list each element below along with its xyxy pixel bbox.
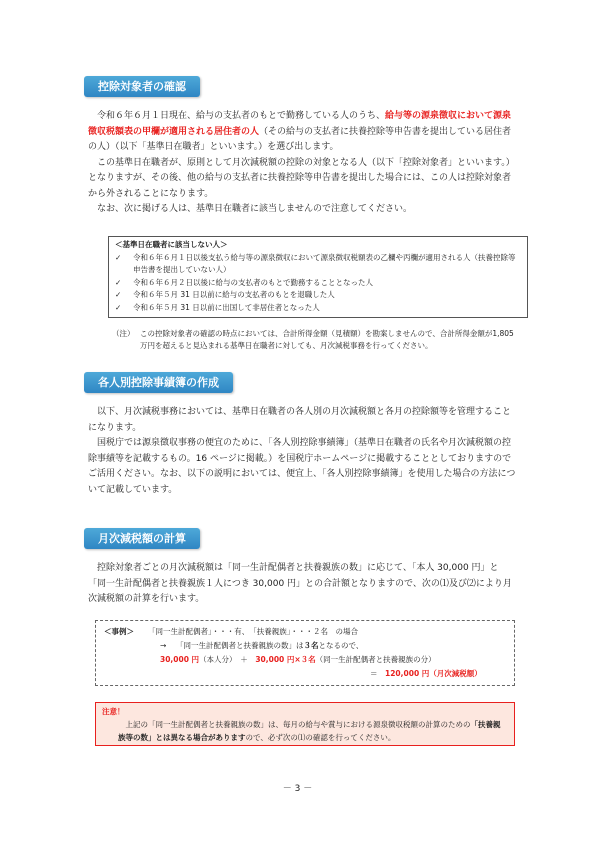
note-text: この控除対象者の確認の時点においては、合計所得金額（見積額）を勘案しませんので、合計所得金額が1,805万円を超えると見込まれる基準日在職者に対しても、月次減税事務を行ってください。	[140, 329, 514, 350]
example-equals: ＝	[370, 669, 378, 678]
example-line-3	[160, 653, 436, 666]
example-label: ＜事例＞	[104, 627, 134, 636]
p1-text-a: 令和６年６月１日現在、給与の支払者のもとで勤務している人のうち、	[97, 111, 386, 121]
p1-text-b: （その給与の支払者に扶養控除等申告書を提出している居住者の人）（以下「基準日在職者」といいます。）を選び出します。	[88, 126, 512, 152]
list-item-text: 令和６年５月 31 日以前に出国して非居住者となった人	[133, 302, 320, 312]
non-eligible-box	[108, 236, 528, 318]
arrow-icon: →	[160, 641, 167, 650]
list-item	[115, 289, 519, 302]
list-item	[115, 277, 519, 290]
section-heading-calculation: 月次減税額の計算	[84, 528, 200, 549]
page-number: － 3 －	[282, 784, 313, 794]
section1-paragraph-1	[88, 109, 516, 156]
section3-paragraph-1: 控除対象者ごとの月次減税額は「同一生計配偶者と扶養親族の数」に応じて、「本人 30,000 円」と「同一生計配偶者と扶養親族１人につき 30,000 円」との合計額となりますので、次の⑴及び⑵により月次減税額の計算を行います。	[88, 563, 512, 604]
caution-text	[118, 718, 506, 744]
check-icon: ✓	[115, 290, 122, 299]
example-total-label: （月次減税額）	[429, 669, 482, 678]
example-line-2-a: 「同一生計配偶者と扶養親族の数」は	[176, 641, 304, 650]
example-line-4	[370, 667, 482, 680]
list-item	[115, 302, 519, 315]
section1-body	[88, 109, 516, 218]
check-icon: ✓	[115, 277, 122, 287]
section2-paragraph-2: 国税庁では源泉徴収事務の便宜のために、「各人別控除事績簿」（基準日在職者の氏名や月次減税額の控除事績等を記載するもの。16 ページに掲載。）を国税庁ホームページに掲載することとしておりますのでご活用ください。なお、以下の説明においては、便宜上、「各人別控除事績簿」を使用した場合の方法について記載しています。	[88, 438, 516, 495]
list-item-text: 令和６年６月２日以後に給与の支払者のもとで勤務することとなった人	[133, 277, 373, 287]
caution-box	[95, 702, 515, 746]
section2-paragraph-1: 以下、月次減税事務においては、基準日在職者の各人別の月次減税額と各月の控除額等を管理することになります。	[88, 407, 512, 433]
check-icon: ✓	[115, 302, 122, 312]
example-line-2-c: となるので、	[318, 641, 364, 650]
caution-text-a: 上記の「同一生計配偶者と扶養親族の数」は、毎月の給与や賞与における源泉徴収税額の計算のための	[125, 720, 471, 729]
example-self-amount: 30,000 円	[160, 655, 200, 664]
example-line-1: 「同一生計配偶者」・・・有、 「扶養親族」・・・２名 の場合	[148, 627, 358, 636]
check-icon: ✓	[115, 252, 122, 262]
list-item	[115, 252, 519, 277]
list-item-text: 令和６年５月 31 日以前に給与の支払者のもとを退職した人	[133, 290, 335, 299]
example-family-amount: 30,000 円×３名	[255, 655, 316, 664]
caution-title: 注意！	[102, 707, 125, 716]
section2-body	[88, 405, 516, 498]
example-family-label: （同一生計配偶者と扶養親族の分）	[315, 655, 436, 664]
section1-paragraph-2: この基準日在職者が、原則として月次減税額の控除の対象となる人（以下「控除対象者」といいます。）となりますが、その後、他の給与の支払者に扶養控除等申告書を提出した場合には、この人は控除対象者から外されることになります。	[88, 157, 515, 199]
section-heading-ledger: 各人別控除事績簿の作成	[84, 372, 233, 393]
non-eligible-box-title: ＜基準日在職者に該当しない人＞	[115, 240, 228, 249]
example-line-2-count: ３名	[303, 641, 319, 650]
list-item-text: 令和６年６月１日以後支払う給与等の源泉徴収において源泉徴収税額表の乙欄や丙欄が適用される人（扶養控除等申告書を提出していない人）	[133, 252, 516, 274]
p1-text-highlight: 給与等の源泉徴収において源泉徴収税額表の甲欄が適用される居住者の人	[88, 111, 512, 137]
example-self-label: （本人分） ＋	[199, 655, 256, 664]
section1-paragraph-3: なお、次に掲げる人は、基準日在職者に該当しませんので注意してください。	[97, 204, 413, 214]
note-label: （注）	[112, 329, 135, 338]
section3-body	[88, 561, 516, 608]
caution-text-c: ので、必ず次の⑴の確認を行ってください。	[245, 733, 396, 742]
example-box	[95, 620, 515, 686]
section-heading-deduction-target: 控除対象者の確認	[84, 76, 200, 97]
caution-text-emphasis: 「扶養親族等の数」とは異なる場合があります	[118, 720, 501, 742]
example-total-amount: 120,000 円	[385, 669, 430, 678]
example-line-2	[176, 639, 363, 652]
